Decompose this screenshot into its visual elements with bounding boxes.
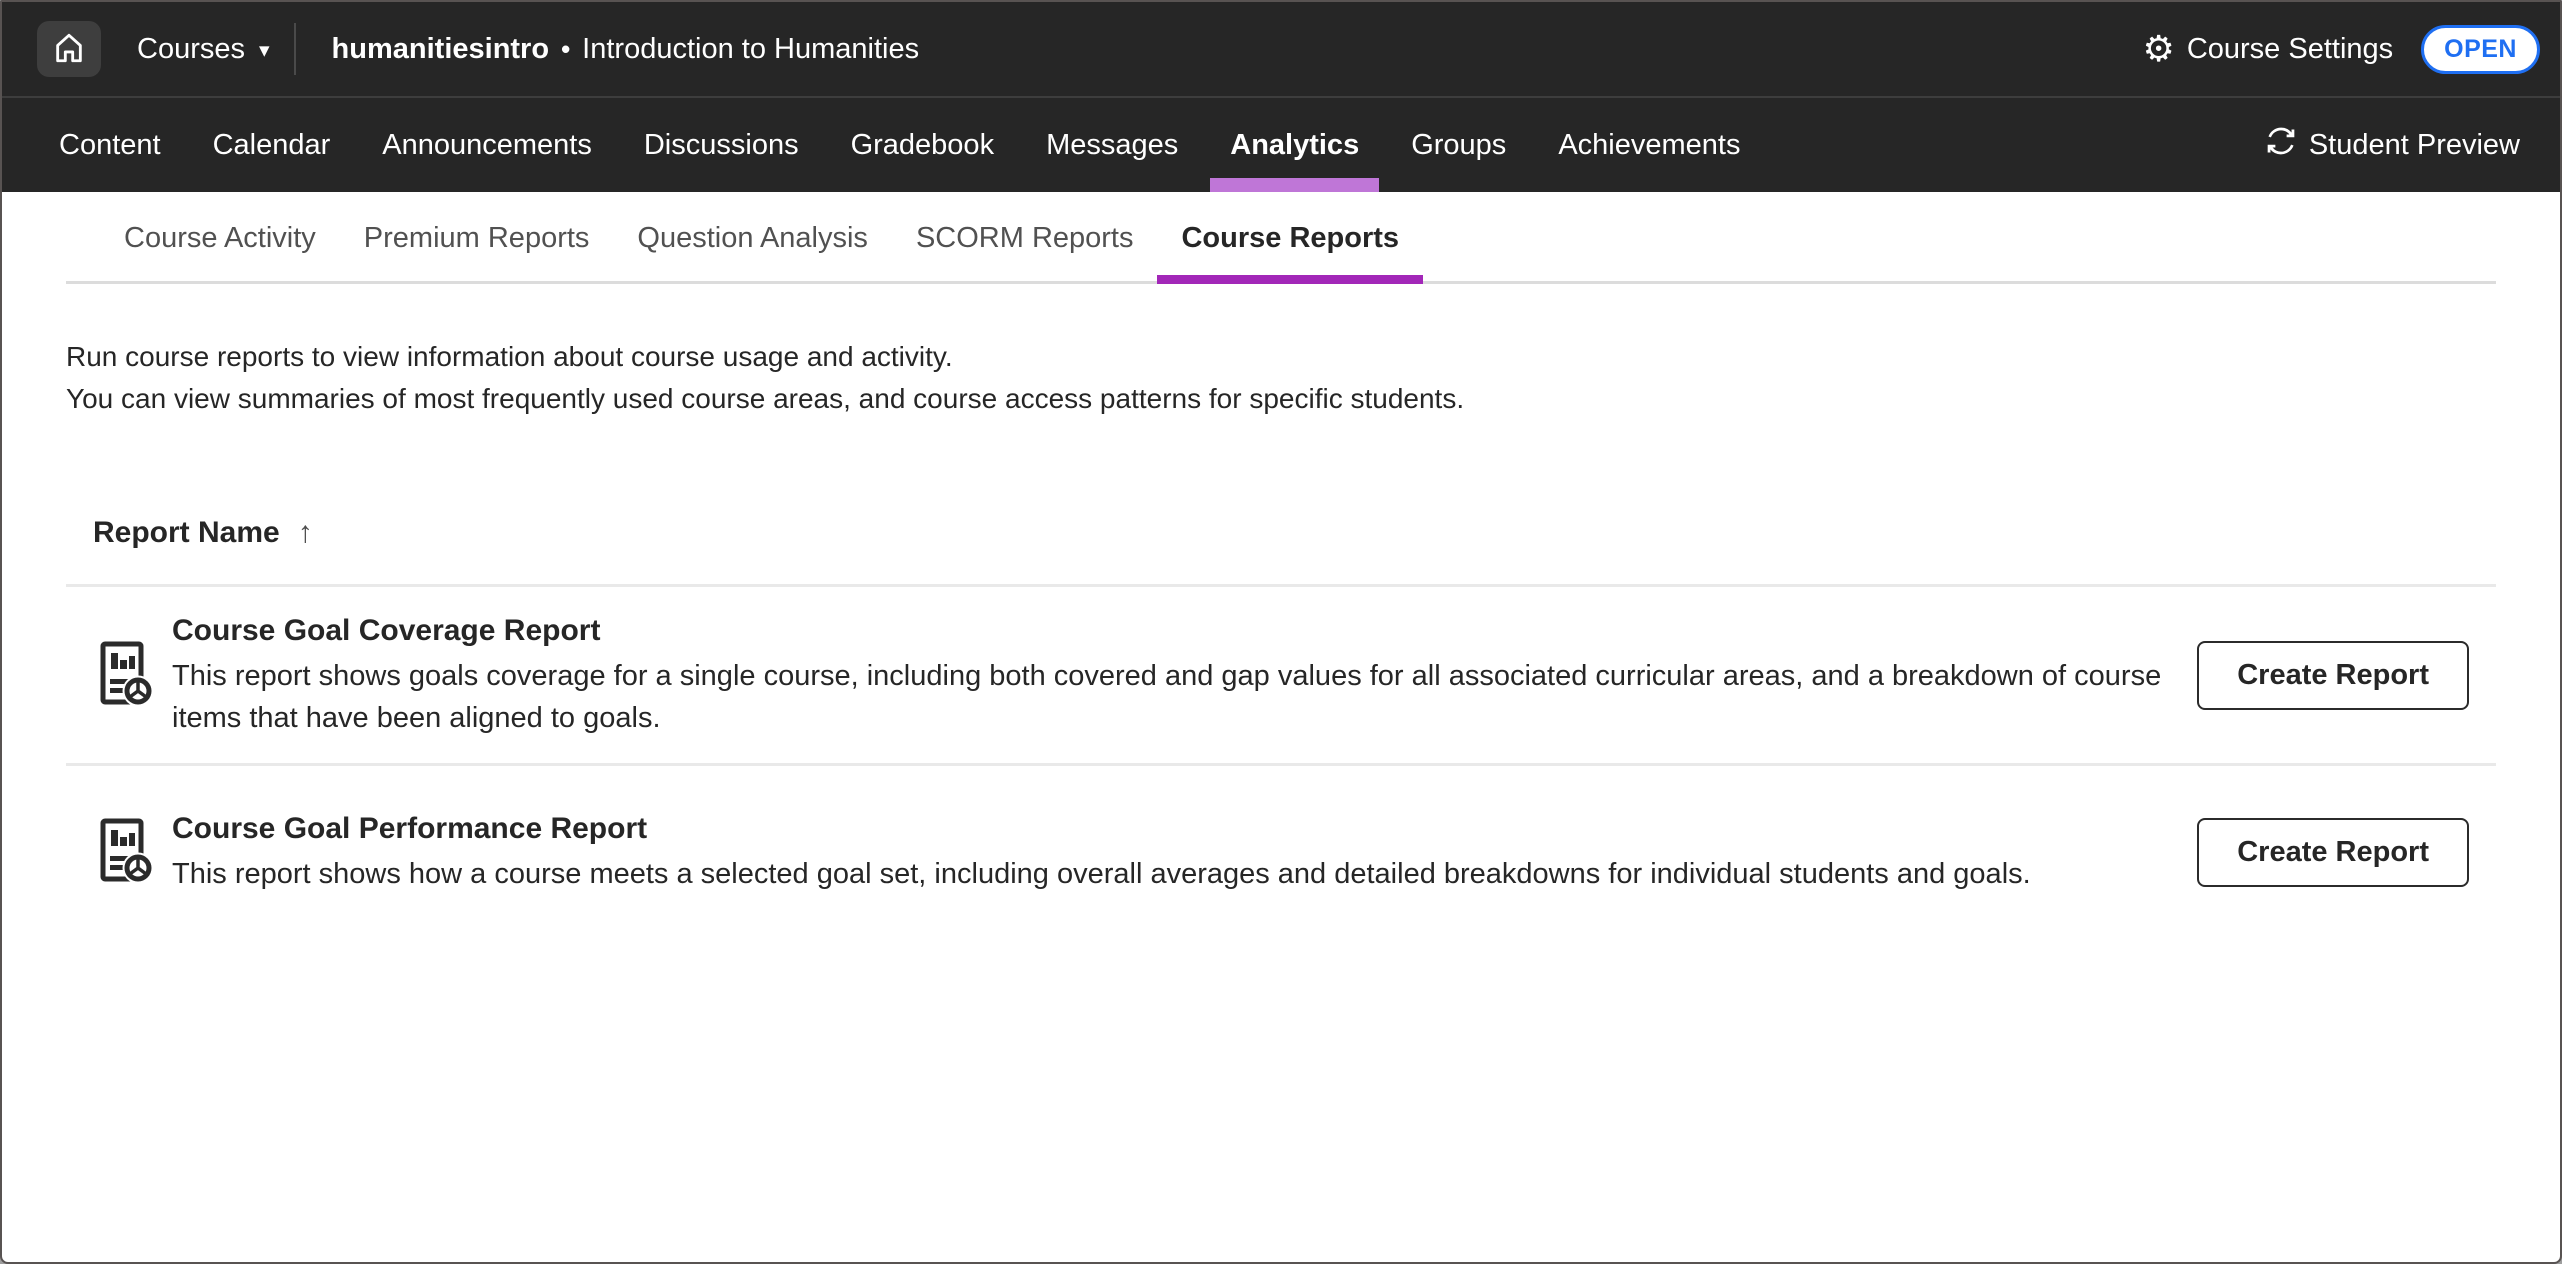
tab-scorm-reports[interactable]: SCORM Reports [915,221,1134,254]
topbar-right-group [2143,25,2540,74]
tab-messages[interactable]: Messages [1046,128,1179,161]
report-name-sort-header[interactable] [66,516,313,550]
tab-gradebook[interactable]: Gradebook [850,128,995,161]
student-preview-label: Student Preview [2308,128,2520,161]
gear-icon: ⚙ [2142,28,2175,69]
topbar-divider [294,23,296,75]
sort-ascending-icon: ↑ [297,516,313,549]
tab-achievements[interactable]: Achievements [1558,128,1741,161]
course-top-bar [2,2,2560,96]
main-nav-tabs [59,98,1740,192]
description-line-1: Run course reports to view information about course usage and activity. [66,341,953,372]
home-button[interactable] [37,21,101,77]
tab-content[interactable]: Content [59,128,161,161]
course-settings-button[interactable] [2142,28,2394,69]
tab-premium-reports[interactable]: Premium Reports [363,221,590,254]
refresh-icon [2265,125,2297,165]
table-row [66,766,2496,938]
course-main-nav [2,96,2560,192]
course-settings-label: Course Settings [2186,32,2394,65]
description-line-2: You can view summaries of most frequently used course areas, and course access patterns for specific students. [66,383,1465,414]
chevron-down-icon: ▾ [259,38,270,62]
tab-analytics[interactable]: Analytics [1230,98,1359,192]
create-report-button[interactable]: Create Report [2197,818,2469,887]
report-title: Course Goal Performance Report [172,812,648,845]
report-description: This report shows how a course meets a selected goal set, including overall averages and detailed breakdowns for individual students and goals. [172,858,2031,890]
tab-groups[interactable]: Groups [1411,128,1507,161]
breadcrumb [332,33,920,66]
report-document-icon [92,816,156,888]
tab-discussions[interactable]: Discussions [643,128,799,161]
courses-dropdown-label: Courses [137,32,245,65]
course-id: humanitiesintro [331,32,550,65]
report-name-header-label: Report Name [93,516,280,549]
tab-calendar[interactable]: Calendar [212,128,331,161]
home-icon [52,31,86,68]
analytics-sub-nav [2,192,2560,284]
course-title: Introduction to Humanities [582,32,920,65]
tab-course-reports[interactable]: Course Reports [1181,192,1399,284]
report-document-icon [92,639,156,711]
student-preview-button[interactable] [2265,125,2520,165]
course-open-status-badge[interactable]: OPEN [2421,25,2540,74]
tab-question-analysis[interactable]: Question Analysis [637,221,868,254]
create-report-button[interactable]: Create Report [2197,641,2469,710]
page-description [66,336,2496,420]
course-reports-panel [2,284,2560,938]
table-row [66,587,2496,763]
tab-announcements[interactable]: Announcements [382,128,592,161]
dot-separator: • [561,33,571,64]
tab-course-activity[interactable]: Course Activity [124,221,316,254]
report-title: Course Goal Coverage Report [172,614,601,647]
courses-dropdown[interactable] [137,33,270,66]
report-description: This report shows goals coverage for a single course, including both covered and gap values for all associated curricular areas, and a breakdown of course items that have been aligned to goals. [172,660,2162,734]
